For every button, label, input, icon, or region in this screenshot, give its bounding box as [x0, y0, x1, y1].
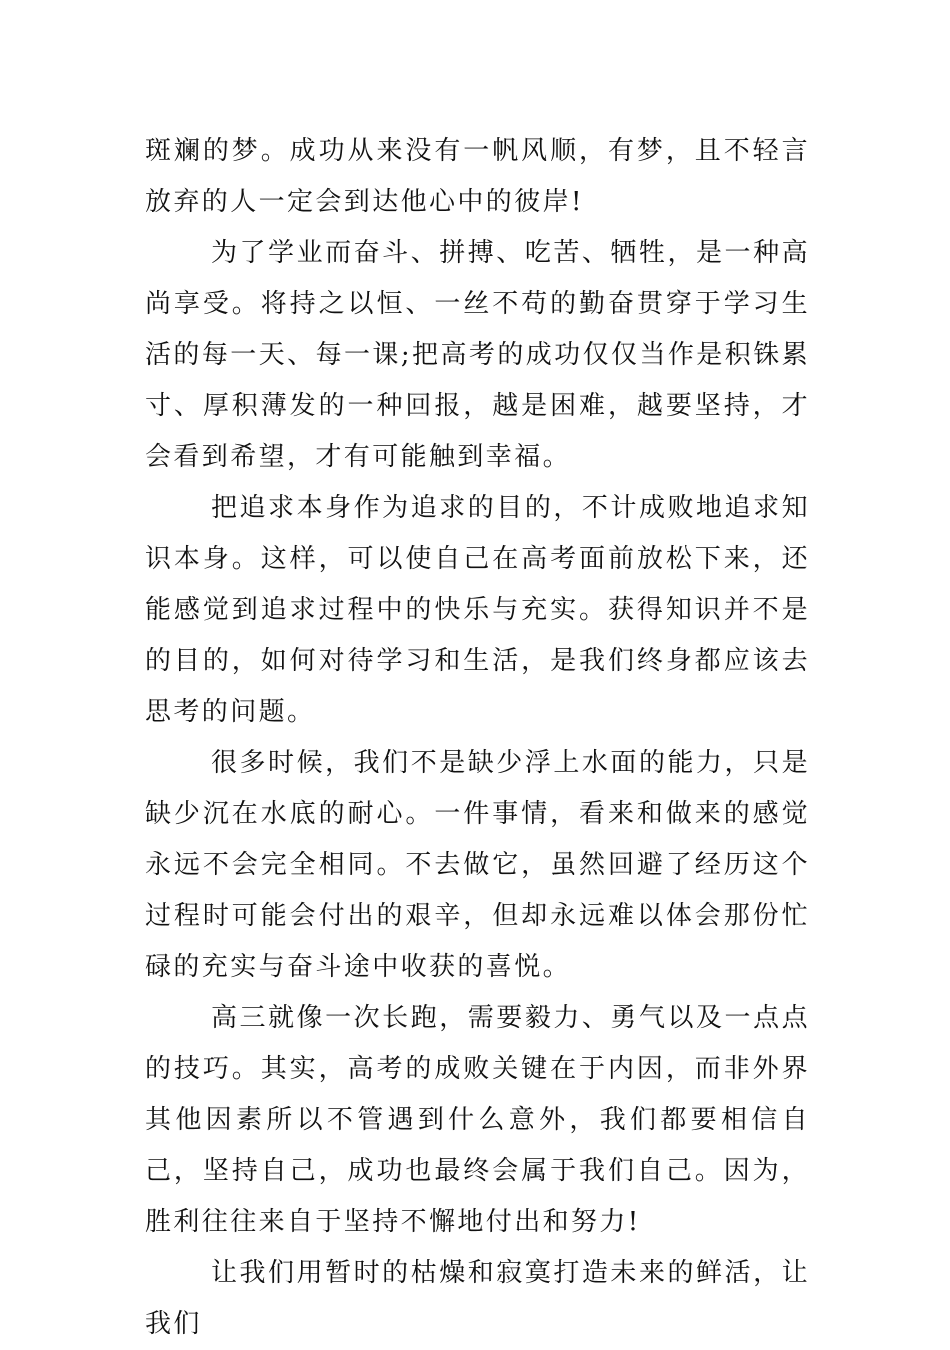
- paragraph: 把追求本身作为追求的目的，不计成败地追求知识本身。这样，可以使自己在高考面前放松下来，还能感觉到追求过程中的快乐与充实。获得知识并不是的目的，如何对待学习和生活，是我们终身都应该去思考的问题。: [145, 493, 810, 727]
- paragraph: 很多时候，我们不是缺少浮上水面的能力，只是缺少沉在水底的耐心。一件事情，看来和做来的感觉永远不会完全相同。不去做它，虽然回避了经历这个过程时可能会付出的艰辛，但却永远难以体会那份忙碌的充实与奋斗途中收获的喜悦。: [145, 748, 810, 982]
- paragraph: 为了学业而奋斗、拼搏、吃苦、牺牲，是一种高尚享受。将持之以恒、一丝不苟的勤奋贯穿于学习生活的每一天、每一课;把高考的成功仅仅当作是积铢累寸、厚积薄发的一种回报，越是困难，越要坚持，才会看到希望，才有可能触到幸福。: [145, 238, 810, 472]
- paragraph-continuation: 斑斓的梦。成功从来没有一帆风顺，有梦，且不轻言放弃的人一定会到达他心中的彼岸!: [145, 136, 810, 217]
- paragraph: 让我们用暂时的枯燥和寂寞打造未来的鲜活，让我们: [145, 1258, 810, 1339]
- document-body: [145, 126, 810, 1350]
- paragraph: 高三就像一次长跑，需要毅力、勇气以及一点点的技巧。其实，高考的成败关键在于内因，而非外界其他因素所以不管遇到什么意外，我们都要相信自己，坚持自己，成功也最终会属于我们自己。因为，胜利往往来自于坚持不懈地付出和努力!: [145, 1003, 810, 1237]
